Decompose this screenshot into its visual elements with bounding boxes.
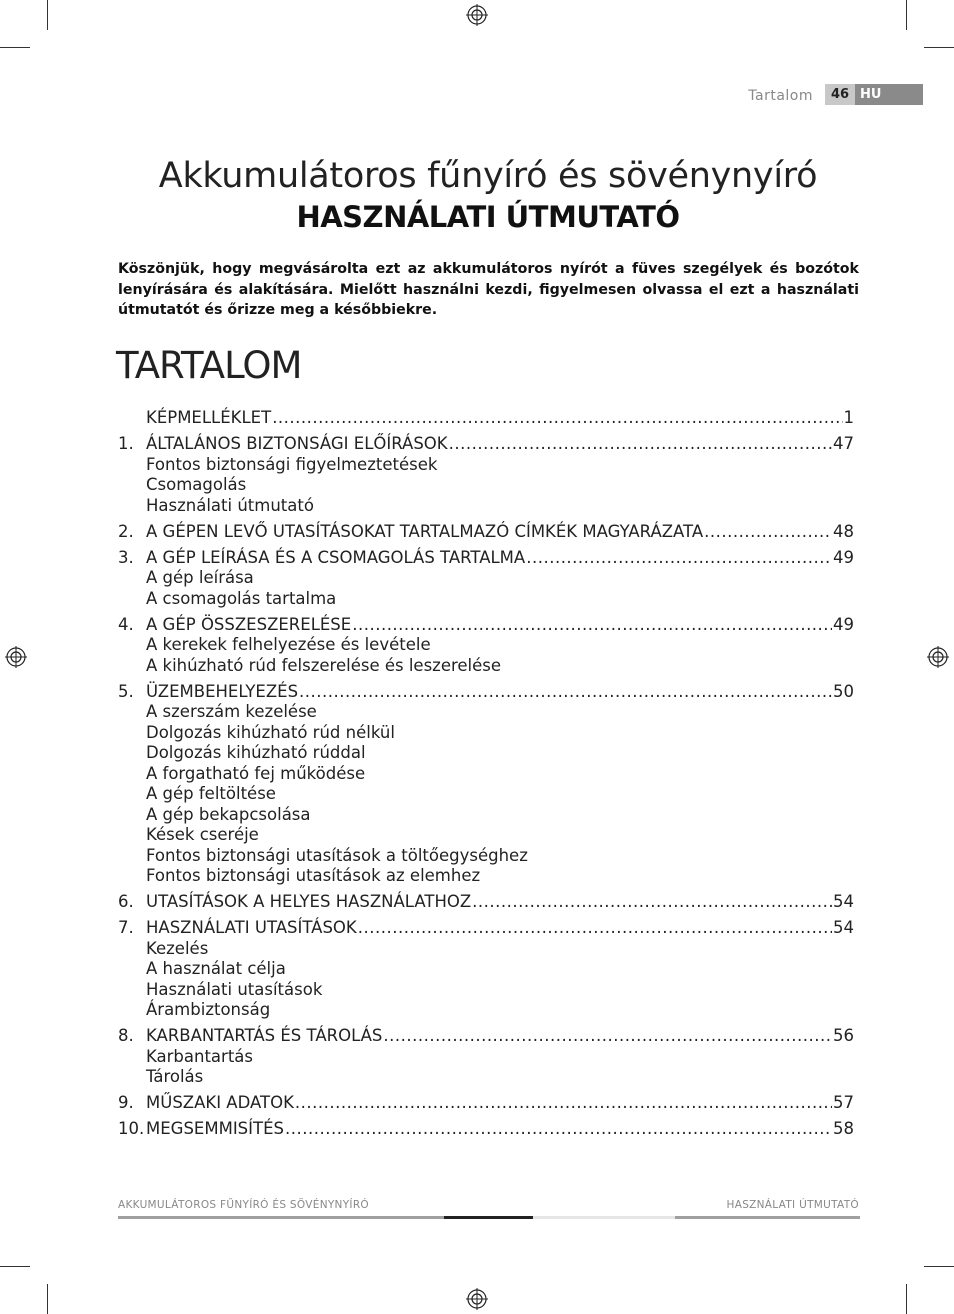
toc-subentry: A gép feltöltése	[146, 784, 276, 803]
toc-entry-label: KÉPMELLÉKLET	[146, 408, 272, 427]
footer-bar-light	[533, 1216, 675, 1219]
toc-entry	[118, 1026, 854, 1047]
toc-subentry: Csomagolás	[146, 475, 247, 494]
toc-subentry: A használat célja	[146, 959, 286, 978]
header-language-badge: HU	[855, 84, 923, 105]
crop-mark	[47, 0, 48, 30]
registration-mark-icon	[466, 4, 488, 26]
header-page-number: 46	[825, 84, 855, 105]
toc-subentry: Dolgozás kihúzható rúddal	[146, 743, 366, 762]
toc-entry	[118, 682, 854, 703]
toc-entry-number: 7.	[118, 918, 134, 937]
toc-subentry: Használati útmutató	[146, 495, 314, 515]
toc-entry-page: 1	[843, 408, 854, 427]
toc-entry-number: 3.	[118, 547, 134, 567]
toc-entry-number: 9.	[118, 1093, 134, 1112]
document-subtitle: HASZNÁLATI ÚTMUTATÓ	[296, 200, 680, 234]
table-of-contents	[118, 408, 854, 1140]
toc-subentry: A gép leírása	[146, 568, 254, 587]
toc-entry	[118, 1119, 854, 1140]
toc-heading: TARTALOM	[116, 344, 302, 387]
toc-entry-number: 4.	[118, 614, 134, 634]
toc-entry	[118, 918, 854, 939]
toc-dot-leader	[704, 522, 832, 543]
toc-entry-label: MEGSEMMISÍTÉS	[146, 1119, 285, 1138]
toc-entry-number: 8.	[118, 1026, 134, 1045]
toc-subentry: Fontos biztonsági utasítások a töltőegységhez	[146, 845, 528, 865]
toc-dot-leader	[295, 1093, 832, 1114]
toc-entry-page: 54	[833, 918, 854, 937]
toc-entry-number: 6.	[118, 892, 134, 911]
toc-entry-page: 54	[833, 892, 854, 911]
toc-entry-label: UTASÍTÁSOK A HELYES HASZNÁLATHOZ	[146, 892, 472, 911]
toc-entry-number: 10.	[118, 1119, 145, 1138]
toc-subentry: Fontos biztonsági figyelmeztetések	[146, 454, 438, 474]
toc-entry	[118, 615, 854, 636]
toc-subentry: Fontos biztonsági utasítások az elemhez	[146, 866, 481, 885]
toc-entry-page: 50	[833, 681, 854, 701]
toc-entry-label: A GÉP ÖSSZESZERELÉSE	[146, 614, 352, 634]
document-title: Akkumulátoros fűnyíró és sövénynyíró	[158, 156, 818, 196]
toc-dot-leader	[299, 682, 832, 703]
registration-mark-icon	[466, 1288, 488, 1310]
crop-mark	[47, 1284, 48, 1314]
toc-dot-leader	[472, 892, 832, 913]
toc-subentry: Árambiztonság	[146, 1000, 271, 1019]
toc-entry-number: 1.	[118, 434, 134, 453]
toc-entry	[118, 434, 854, 455]
toc-entry-page: 49	[833, 547, 854, 567]
toc-entry-page: 48	[833, 521, 854, 541]
toc-entry-page: 56	[833, 1026, 854, 1045]
footer-bar-dark	[444, 1216, 533, 1219]
toc-entry-page: 47	[833, 434, 854, 453]
toc-subentry: Dolgozás kihúzható rúd nélkül	[146, 722, 395, 742]
toc-dot-leader	[358, 918, 832, 939]
toc-entry-label: KARBANTARTÁS ÉS TÁROLÁS	[146, 1026, 383, 1045]
toc-subentry: A kerekek felhelyezése és levétele	[146, 635, 431, 654]
footer-left-text: AKKUMULÁTOROS FŰNYÍRÓ ÉS SÖVÉNYNYÍRÓ	[118, 1199, 369, 1211]
toc-entry-label: ÁLTALÁNOS BIZTONSÁGI ELŐÍRÁSOK	[146, 434, 448, 453]
toc-subentry: A gép bekapcsolása	[146, 804, 311, 824]
toc-dot-leader	[383, 1026, 832, 1047]
toc-subentry: A kihúzható rúd felszerelése és leszerelése	[146, 655, 502, 675]
toc-subentry: A szerszám kezelése	[146, 702, 317, 721]
crop-mark	[0, 47, 30, 48]
toc-dot-leader	[526, 548, 832, 569]
toc-entry-label: MŰSZAKI ADATOK	[146, 1093, 294, 1112]
toc-dot-leader	[352, 615, 832, 636]
toc-subentry: A csomagolás tartalma	[146, 588, 337, 608]
toc-subentry: Kések cseréje	[146, 825, 259, 844]
registration-mark-icon	[5, 646, 27, 668]
toc-entry-page: 49	[833, 614, 854, 634]
toc-entry	[118, 1093, 854, 1114]
toc-entry-number: 2.	[118, 521, 134, 541]
toc-entry	[118, 522, 854, 543]
header-section-name: Tartalom	[748, 88, 813, 104]
intro-paragraph: Köszönjük, hogy megvásárolta ezt az akkumulátoros nyírót a füves szegélyek és bozótok lenyírására és alakítására. Mielőtt használni kezdi, figyelmesen olvassa el ezt a használati útmutatót és őrizze meg a későbbiekre.	[118, 261, 859, 318]
toc-subentry: Használati utasítások	[146, 979, 323, 999]
toc-entry-label: A GÉPEN LEVŐ UTASÍTÁSOKAT TARTALMAZÓ CÍMKÉK MAGYARÁZATA	[146, 521, 704, 541]
footer-bar-gray-right	[675, 1216, 860, 1219]
crop-mark	[924, 1266, 954, 1267]
footer-right-text: HASZNÁLATI ÚTMUTATÓ	[726, 1199, 859, 1211]
toc-entry-label: HASZNÁLATI UTASÍTÁSOK	[146, 918, 357, 937]
crop-mark	[0, 1266, 30, 1267]
toc-entry	[118, 408, 854, 429]
toc-subentry: A forgatható fej működése	[146, 763, 366, 783]
toc-entry-number: 5.	[118, 681, 134, 701]
footer-bar-gray	[118, 1216, 444, 1219]
toc-dot-leader	[449, 434, 832, 455]
toc-entry	[118, 548, 854, 569]
toc-entry-page: 58	[833, 1119, 854, 1138]
crop-mark	[924, 47, 954, 48]
crop-mark	[906, 1284, 907, 1314]
toc-dot-leader	[285, 1119, 832, 1140]
toc-subentry: Karbantartás	[146, 1046, 254, 1066]
toc-entry-label: A GÉP LEÍRÁSA ÉS A CSOMAGOLÁS TARTALMA	[146, 547, 526, 567]
toc-subentry: Tárolás	[146, 1067, 204, 1086]
toc-entry-label: ÜZEMBEHELYEZÉS	[146, 681, 299, 701]
toc-entry-page: 57	[833, 1093, 854, 1112]
crop-mark	[906, 0, 907, 30]
toc-subentry: Kezelés	[146, 938, 209, 958]
toc-dot-leader	[272, 408, 842, 429]
toc-entry	[118, 892, 854, 913]
registration-mark-icon	[927, 646, 949, 668]
